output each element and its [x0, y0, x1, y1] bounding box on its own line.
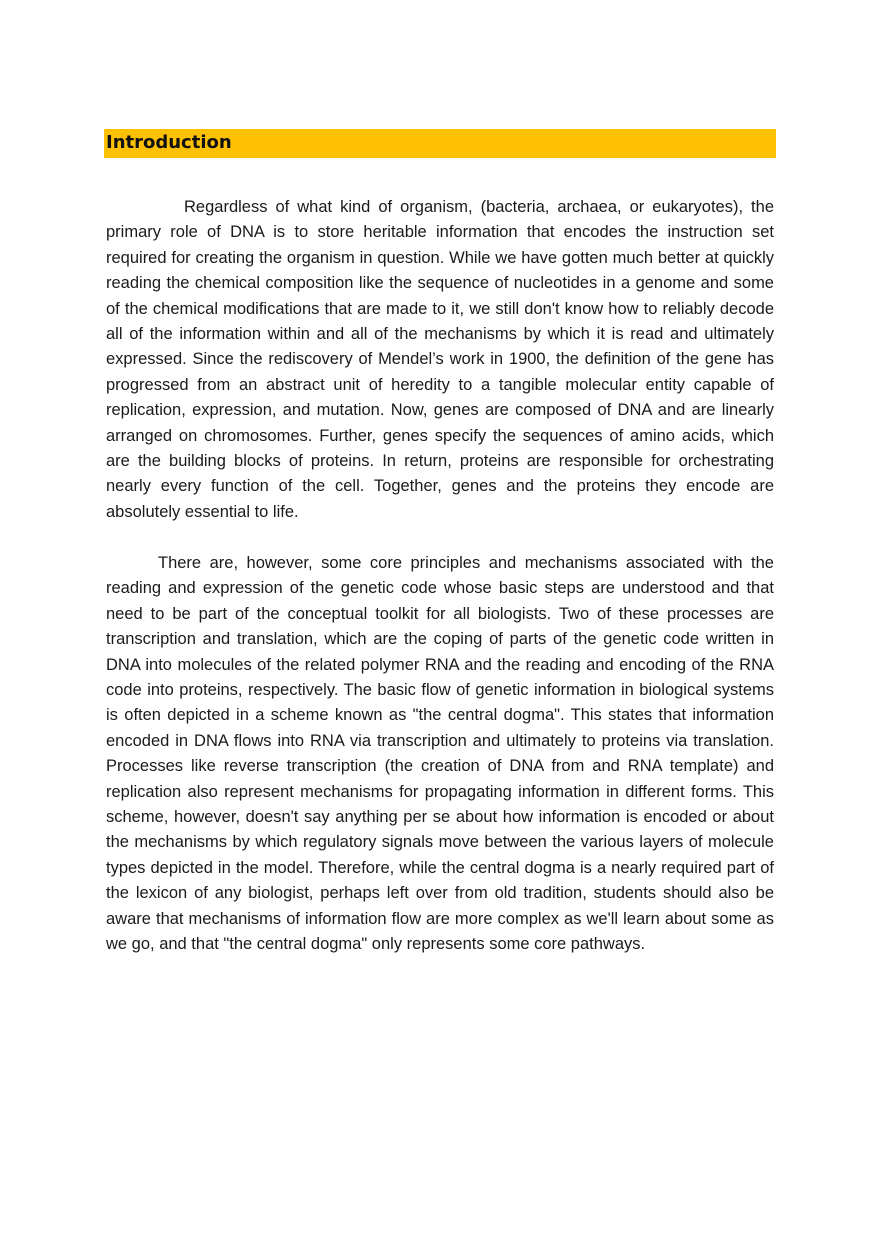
paragraph-1: Regardless of what kind of organism, (bacteria, archaea, or eukaryotes), the primary role of DNA is to store heritable information that encodes the instruction set required for creating the organism in question. While we have gotten much better at quickly reading the chemical composition like the sequence of nucleotides in a genome and some of the chemical modifications that are made to it, we still don't know how to reliably decode all of the information within and all of the mechanisms by which it is read and ultimately expressed. Since the rediscovery of Mendel’s work in 1900, the definition of the gene has progressed from an abstract unit of heredity to a tangible molecular entity capable of replication, expression, and mutation. Now, genes are composed of DNA and are linearly arranged on chromosomes. Further, genes specify the sequences of amino acids, which are the building blocks of proteins. In return, proteins are responsible for orchestrating nearly every function of the cell. Together, genes and the proteins they encode are absolutely essential to life.: [106, 198, 774, 521]
paragraph-2: There are, however, some core principles and mechanisms associated with the reading and expression of the genetic code whose basic steps are understood and that need to be part of the conceptual toolkit for all biologists. Two of these processes are transcription and translation, which are the coping of parts of the genetic code written in DNA into molecules of the related polymer RNA and the reading and encoding of the RNA code into proteins, respectively. The basic flow of genetic information in biological systems is often depicted in a scheme known as "the central dogma". This states that information encoded in DNA flows into RNA via transcription and ultimately to proteins via translation. Processes like reverse transcription (the creation of DNA from and RNA template) and replication also represent mechanisms for propagating information in different forms. This scheme, however, doesn't say anything per se about how information is encoded or about the mechanisms by which regulatory signals move between the various layers of molecule types depicted in the model. Therefore, while the central dogma is a nearly required part of the lexicon of any biologist, perhaps left over from old tradition, students should also be aware that mechanisms of information flow are more complex as we'll learn about some as we go, and that "the central dogma" only represents some core pathways.: [106, 554, 774, 954]
section-heading: Introduction: [104, 129, 776, 158]
